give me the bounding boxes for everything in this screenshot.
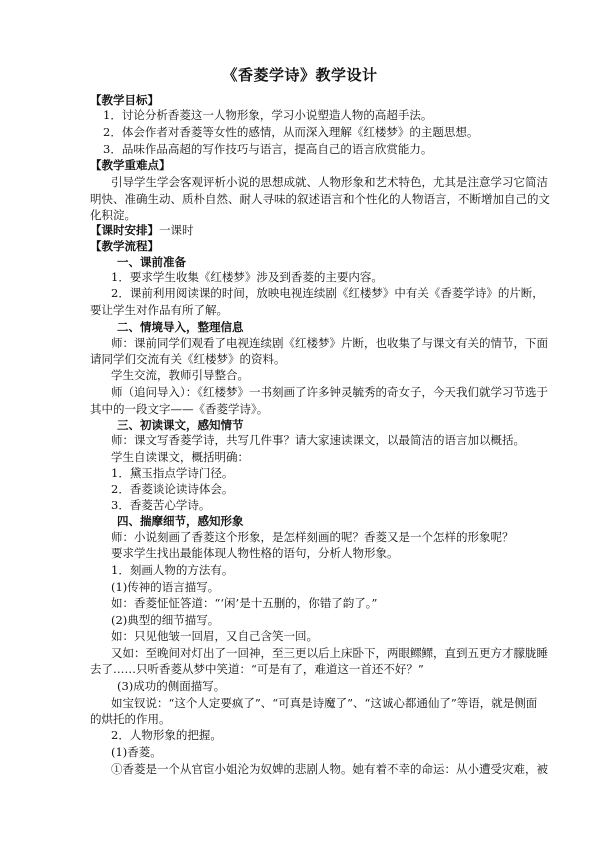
goal-item: 2．体会作者对香菱等女性的感情，从而深入理解《红楼梦》的主题思想。	[103, 125, 479, 139]
focus-line: 引导学生学会客观评析小说的思想成就、人物形象和艺术特色，尤其是注意学习它简洁	[111, 175, 548, 189]
section-4-header: 四、揣摩细节，感知形象	[117, 514, 244, 528]
process-header: 【教学流程】	[90, 239, 159, 253]
section-1-header: 一、课前准备	[117, 255, 186, 269]
focus-line: 化积淀。	[90, 208, 136, 222]
section-2-header: 二、情境导入，整理信息	[117, 320, 244, 334]
section-3-line: 师：课文写香菱学诗，共写几件事？请大家速读课文，以最简洁的语言加以概括。	[111, 433, 525, 447]
section-4-line: 如：只见他皱一回眉，又自己含笑一回。	[111, 629, 318, 643]
section-1-line: 要让学生对作品有所了解。	[90, 303, 228, 317]
section-4-line: 去了……只听香菱从梦中笑道：“可是有了，难道这一首还不好？”	[90, 662, 424, 676]
section-4-line: ①香菱是一个从官宦小姐沦为奴婢的悲剧人物。她有着不幸的命运：从小遭受灾难，被	[111, 762, 548, 776]
section-3-line: 1．黛玉指点学诗门径。	[111, 466, 234, 480]
page-title: 《香菱学诗》教学设计	[222, 66, 378, 84]
section-4-line: 1．刻画人物的方法有。	[111, 563, 234, 577]
goal-item: 3．品味作品高超的写作技巧与语言，提高自己的语言欣赏能力。	[103, 142, 433, 156]
schedule-header: 【课时安排】	[90, 223, 159, 237]
schedule-value: 一课时	[159, 223, 194, 237]
section-1-line: 1．要求学生收集《红楼梦》涉及到香菱的主要内容。	[111, 270, 383, 284]
section-4-line: 2．人物形象的把握。	[111, 728, 222, 742]
section-2-line: 其中的一段文字——《香菱学诗》。	[90, 402, 269, 416]
section-4-line: (2)典型的细节描写。	[111, 613, 220, 627]
section-4-line: (3)成功的侧面描写。	[117, 679, 226, 693]
section-2-line: 学生交流，教师引导整合。	[111, 368, 249, 382]
section-3-line: 学生自读课文，概括明确：	[111, 450, 249, 464]
section-4-line: 如：香菱怔怔答道：“‘闲’是十五删的，你错了韵了。”	[111, 596, 378, 610]
section-4-line: 的烘托的作用。	[90, 712, 171, 726]
section-4-line: (1)传神的语言描写。	[111, 580, 220, 594]
focus-line: 明快、准确生动、质朴自然、耐人寻味的叙述语言和个性化的人物语言，不断增加自己的文	[90, 192, 550, 206]
section-2-line: 师（追问导入）：《红楼梦》一书刻画了许多钟灵毓秀的奇女子，今天我们就学习节选于	[111, 385, 548, 399]
section-1-line: 2．课前利用阅读课的时间，放映电视连续剧《红楼梦》中有关《香菱学诗》的片断，	[111, 286, 544, 300]
section-4-line: 又如：至晚间对灯出了一回神，至三更以后上床卧下，两眼鳏鳏，直到五更方才朦胧睡	[111, 646, 548, 660]
focus-header: 【教学重难点】	[90, 158, 171, 172]
section-2-line: 请同学们交流有关《红楼梦》的资料。	[90, 352, 286, 366]
section-4-line: 如宝钗说：“这个人定要疯了”、“可真是诗魔了”、“这诚心都通仙了”等语，就是侧面	[111, 696, 538, 710]
goal-item: 1．讨论分析香菱这一人物形象，学习小说塑造人物的高超手法。	[103, 108, 433, 122]
schedule-row	[90, 223, 194, 237]
section-2-line: 师：课前同学们观看了电视连续剧《红楼梦》片断，也收集了与课文有关的情节，下面	[111, 336, 548, 350]
section-4-line: 要求学生找出最能体现人物性格的语句，分析人物形象。	[111, 546, 399, 560]
goals-header: 【教学目标】	[90, 93, 159, 107]
section-4-line: (1)香菱。	[111, 745, 162, 759]
section-3-header: 三、初读课文，感知情节	[117, 418, 244, 432]
section-3-line: 2．香菱谈论读诗体会。	[111, 482, 234, 496]
section-4-line: 师：小说刻画了香菱这个形象，是怎样刻画的呢？香菱又是一个怎样的形象呢？	[111, 530, 514, 544]
section-3-line: 3．香菱苦心学诗。	[111, 498, 211, 512]
